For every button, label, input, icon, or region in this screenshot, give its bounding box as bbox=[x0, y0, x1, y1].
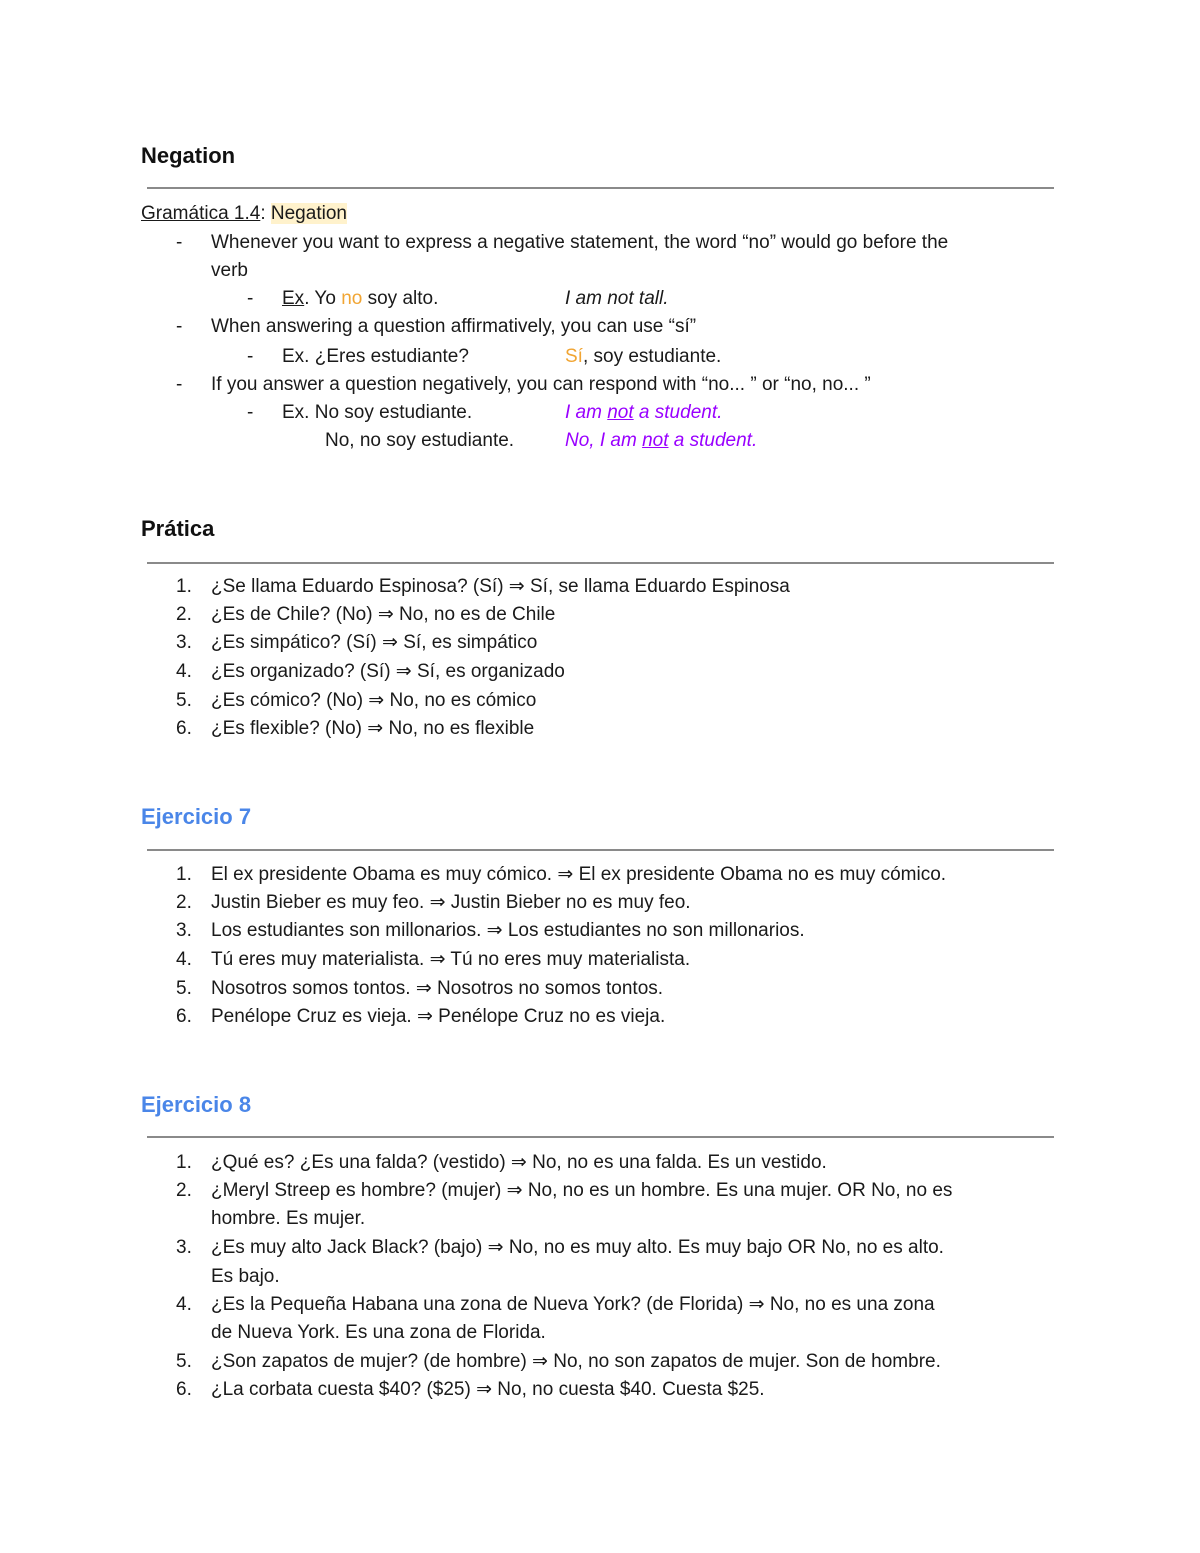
example-4-tr-not: not bbox=[642, 430, 669, 451]
list-number: 3. bbox=[176, 920, 192, 941]
list-item: ¿Es muy alto Jack Black? (bajo) ⇒ No, no es muy alto. Es muy bajo OR No, no es alto. bbox=[211, 1237, 944, 1258]
gramatica-reference bbox=[141, 200, 347, 228]
bullet-dash: - bbox=[176, 316, 183, 337]
section-divider bbox=[147, 562, 1054, 564]
list-number: 6. bbox=[176, 1006, 192, 1027]
list-item: Nosotros somos tontos. ⇒ Nosotros no somos tontos. bbox=[211, 978, 664, 999]
list-item: ¿Es simpático? (Sí) ⇒ Sí, es simpático bbox=[211, 632, 538, 653]
section-divider bbox=[147, 187, 1054, 189]
example-1-translation: I am not tall. bbox=[565, 288, 669, 309]
section-divider bbox=[147, 849, 1054, 851]
bullet-dash: - bbox=[176, 232, 183, 253]
example-4-translation bbox=[565, 427, 757, 455]
list-item-continuation: de Nueva York. Es una zona de Florida. bbox=[211, 1322, 546, 1343]
list-item: ¿Se llama Eduardo Espinosa? (Sí) ⇒ Sí, se llama Eduardo Espinosa bbox=[211, 576, 790, 597]
section-divider bbox=[147, 1136, 1054, 1138]
example-3-tr-post: a student. bbox=[633, 402, 723, 423]
example-1-pre: . Yo bbox=[304, 288, 342, 309]
list-item: ¿La corbata cuesta $40? ($25) ⇒ No, no cuesta $40. Cuesta $25. bbox=[211, 1379, 765, 1400]
list-number: 1. bbox=[176, 1152, 192, 1173]
list-number: 4. bbox=[176, 661, 192, 682]
list-number: 6. bbox=[176, 718, 192, 739]
list-item: ¿Son zapatos de mujer? (de hombre) ⇒ No, no son zapatos de mujer. Son de hombre. bbox=[211, 1351, 941, 1372]
example-1 bbox=[282, 285, 438, 313]
example-4-tr-post: a student. bbox=[668, 430, 758, 451]
list-number: 5. bbox=[176, 1351, 192, 1372]
list-number: 5. bbox=[176, 690, 192, 711]
example-2-post: , soy estudiante. bbox=[582, 346, 722, 367]
example-3-tr-not: not bbox=[607, 402, 634, 423]
example-2: Ex. ¿Eres estudiante? bbox=[282, 346, 469, 367]
bullet-1-line-1: Whenever you want to express a negative statement, the word “no” would go before the bbox=[211, 232, 949, 253]
negation-heading: Negation bbox=[141, 143, 236, 168]
list-item-continuation: hombre. Es mujer. bbox=[211, 1208, 366, 1229]
list-item: ¿Es de Chile? (No) ⇒ No, no es de Chile bbox=[211, 604, 556, 625]
list-number: 6. bbox=[176, 1379, 192, 1400]
list-number: 1. bbox=[176, 576, 192, 597]
list-item: Penélope Cruz es vieja. ⇒ Penélope Cruz no es vieja. bbox=[211, 1006, 666, 1027]
list-number: 2. bbox=[176, 604, 192, 625]
list-item: El ex presidente Obama es muy cómico. ⇒ El ex presidente Obama no es muy cómico. bbox=[211, 864, 947, 885]
gramatica-label: Gramática 1.4 bbox=[141, 203, 261, 224]
bullet-2: When answering a question affirmatively, you can use “sí” bbox=[211, 316, 697, 337]
list-item: ¿Es organizado? (Sí) ⇒ Sí, es organizado bbox=[211, 661, 565, 682]
example-4: No, no soy estudiante. bbox=[325, 430, 515, 451]
sub-bullet-dash: - bbox=[247, 402, 254, 423]
example-2-si: Sí bbox=[565, 346, 583, 367]
list-item: ¿Es flexible? (No) ⇒ No, no es flexible bbox=[211, 718, 535, 739]
list-item: ¿Qué es? ¿Es una falda? (vestido) ⇒ No, no es una falda. Es un vestido. bbox=[211, 1152, 827, 1173]
sub-bullet-dash: - bbox=[247, 346, 254, 367]
gramatica-colon: : bbox=[260, 203, 271, 224]
ejercicio-8-heading: Ejercicio 8 bbox=[141, 1092, 252, 1117]
list-item: ¿Es cómico? (No) ⇒ No, no es cómico bbox=[211, 690, 537, 711]
list-number: 5. bbox=[176, 978, 192, 999]
list-number: 2. bbox=[176, 1180, 192, 1201]
example-2-answer bbox=[565, 343, 721, 371]
list-number: 1. bbox=[176, 864, 192, 885]
example-3-tr-pre: I am bbox=[565, 402, 608, 423]
list-item: Los estudiantes son millonarios. ⇒ Los estudiantes no son millonarios. bbox=[211, 920, 805, 941]
sub-bullet-dash: - bbox=[247, 288, 254, 309]
ejercicio-7-heading: Ejercicio 7 bbox=[141, 804, 252, 829]
practica-heading: Prática bbox=[141, 516, 215, 541]
list-item-continuation: Es bajo. bbox=[211, 1266, 280, 1287]
example-3-translation bbox=[565, 399, 722, 427]
list-item: Tú eres muy materialista. ⇒ Tú no eres muy materialista. bbox=[211, 949, 691, 970]
example-3: Ex. No soy estudiante. bbox=[282, 402, 473, 423]
example-1-label: Ex bbox=[282, 288, 305, 309]
bullet-dash: - bbox=[176, 374, 183, 395]
example-1-post: soy alto. bbox=[362, 288, 439, 309]
gramatica-topic: Negation bbox=[270, 203, 347, 224]
bullet-3: If you answer a question negatively, you can respond with “no... ” or “no, no... ” bbox=[211, 374, 871, 395]
example-4-tr-pre: No, I am bbox=[565, 430, 643, 451]
list-number: 3. bbox=[176, 1237, 192, 1258]
list-number: 3. bbox=[176, 632, 192, 653]
bullet-1-line-2: verb bbox=[211, 260, 248, 281]
list-item: Justin Bieber es muy feo. ⇒ Justin Bieber no es muy feo. bbox=[211, 892, 691, 913]
list-number: 4. bbox=[176, 1294, 192, 1315]
example-1-no: no bbox=[341, 288, 363, 309]
list-item: ¿Meryl Streep es hombre? (mujer) ⇒ No, no es un hombre. Es una mujer. OR No, no es bbox=[211, 1180, 953, 1201]
list-item: ¿Es la Pequeña Habana una zona de Nueva York? (de Florida) ⇒ No, no es una zona bbox=[211, 1294, 935, 1315]
list-number: 2. bbox=[176, 892, 192, 913]
list-number: 4. bbox=[176, 949, 192, 970]
